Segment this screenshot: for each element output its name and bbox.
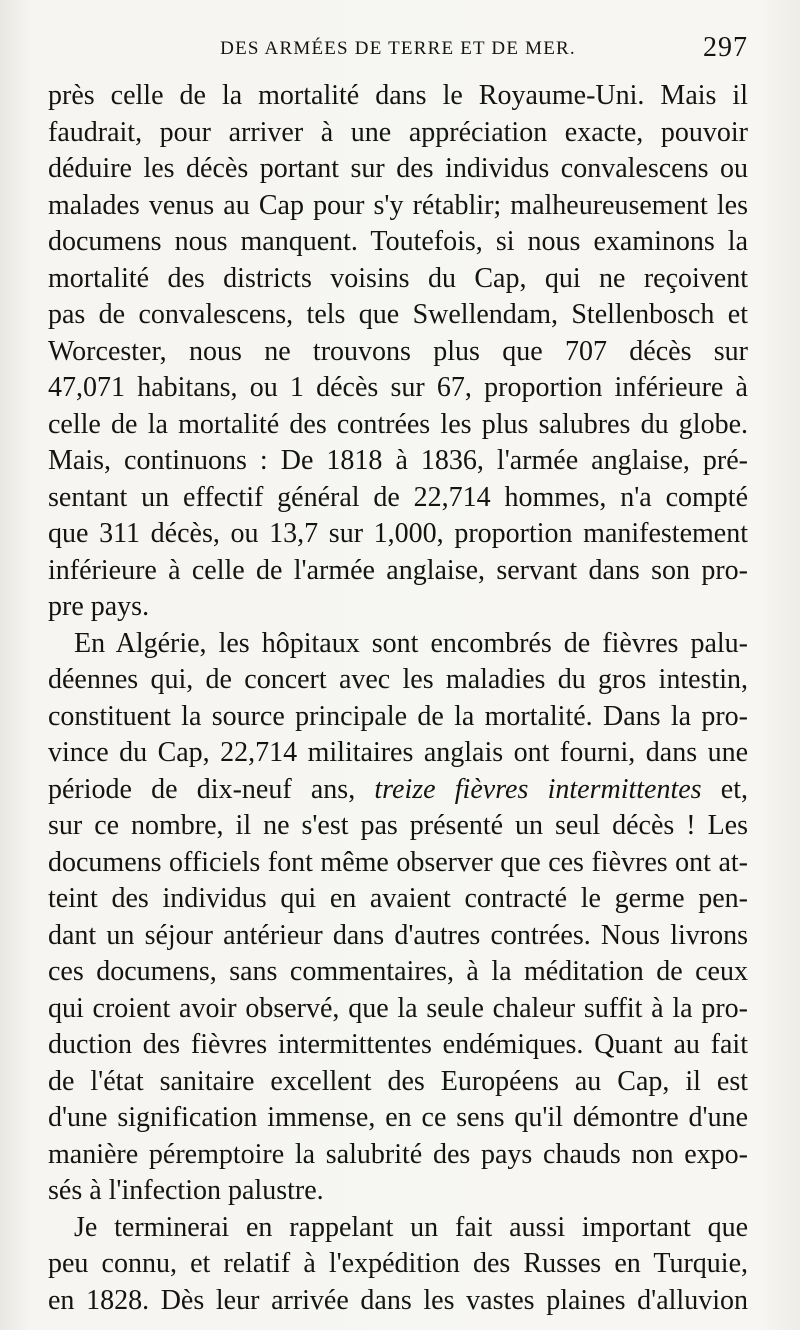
text-line: déennes qui, de concert avec les maladies du gros intestin, <box>48 664 748 695</box>
text-line: duction des fièvres intermittentes endémiques. Quant au fait <box>48 1029 748 1060</box>
text-line: près celle de la mortalité dans le Royaume-Uni. Mais il <box>48 80 748 111</box>
text-line: pas de convalescens, tels que Swellendam, Stellenbosch et <box>48 299 748 330</box>
text-line: celle de la mortalité des contrées les plus salubres du globe. <box>48 408 748 440</box>
text-line: qui croient avoir observé, que la seule chaleur suffit à la pro- <box>48 992 748 1024</box>
text-line: ces documens, sans commentaires, à la méditation de ceux <box>48 956 748 987</box>
text-line <box>48 772 748 809</box>
text-line: sur ce nombre, il ne s'est pas présenté un seul décès ! Les <box>48 810 748 841</box>
text-run: et, <box>720 773 748 805</box>
text-run: période de dix-neuf ans, <box>48 773 375 805</box>
text-line: que 311 décès, ou 13,7 sur 1,000, proportion manifestement <box>48 518 748 549</box>
text-line: inférieure à celle de l'armée anglaise, servant dans son pro- <box>48 554 748 586</box>
text-line: en 1828. Dès leur arrivée dans les vastes plaines d'alluvion <box>48 1284 748 1316</box>
text-line: sentant un effectif général de 22,714 hommes, n'a compté <box>48 481 748 513</box>
running-header <box>48 34 748 68</box>
text-line: vince du Cap, 22,714 militaires anglais ont fourni, dans une <box>48 737 748 768</box>
body-text <box>48 78 748 1319</box>
text-line: constituent la source principale de la mortalité. Dans la pro- <box>48 700 748 732</box>
text-line: Worcester, nous ne trouvons plus que 707 décès sur <box>48 335 748 367</box>
text-line: mortalité des districts voisins du Cap, qui ne reçoivent <box>48 262 748 294</box>
text-line: teint des individus qui en avaient contracté le germe pen- <box>48 883 748 914</box>
page-number: 297 <box>703 32 748 63</box>
text-line: En Algérie, les hôpitaux sont encombrés de fièvres palu- <box>74 627 748 659</box>
text-line: pre pays. <box>48 591 150 622</box>
text-line: peu connu, et relatif à l'expédition des Russes en Turquie, <box>48 1248 748 1279</box>
running-title: DES ARMÉES DE TERRE ET DE MER. <box>220 38 576 59</box>
text-line: documens officiels font même observer que ces fièvres ont at- <box>48 846 748 878</box>
text-line: Je terminerai en rappelant un fait aussi important que <box>74 1211 748 1243</box>
text-line: dant un séjour antérieur dans d'autres contrées. Nous livrons <box>48 919 748 951</box>
text-line: faudrait, pour arriver à une appréciation exacte, pouvoir <box>48 116 748 148</box>
text-line: de l'état sanitaire excellent des Européens au Cap, il est <box>48 1065 748 1097</box>
text-line: documens nous manquent. Toutefois, si nous examinons la <box>48 226 748 257</box>
text-line: 47,071 habitans, ou 1 décès sur 67, proportion inférieure à <box>48 372 748 403</box>
italic-text-run: treize fièvres intermittentes <box>374 773 702 805</box>
text-line: manière péremptoire la salubrité des pays chauds non expo- <box>48 1138 748 1170</box>
text-line: sés à l'infection palustre. <box>48 1175 324 1206</box>
text-line: Mais, continuons : De 1818 à 1836, l'armée anglaise, pré- <box>48 445 748 476</box>
text-line: d'une signification immense, en ce sens qu'il démontre d'une <box>48 1102 748 1133</box>
text-line: déduire les décès portant sur des individus convalescens ou <box>48 153 748 184</box>
text-line: malades venus au Cap pour s'y rétablir; malheureusement les <box>48 189 748 221</box>
